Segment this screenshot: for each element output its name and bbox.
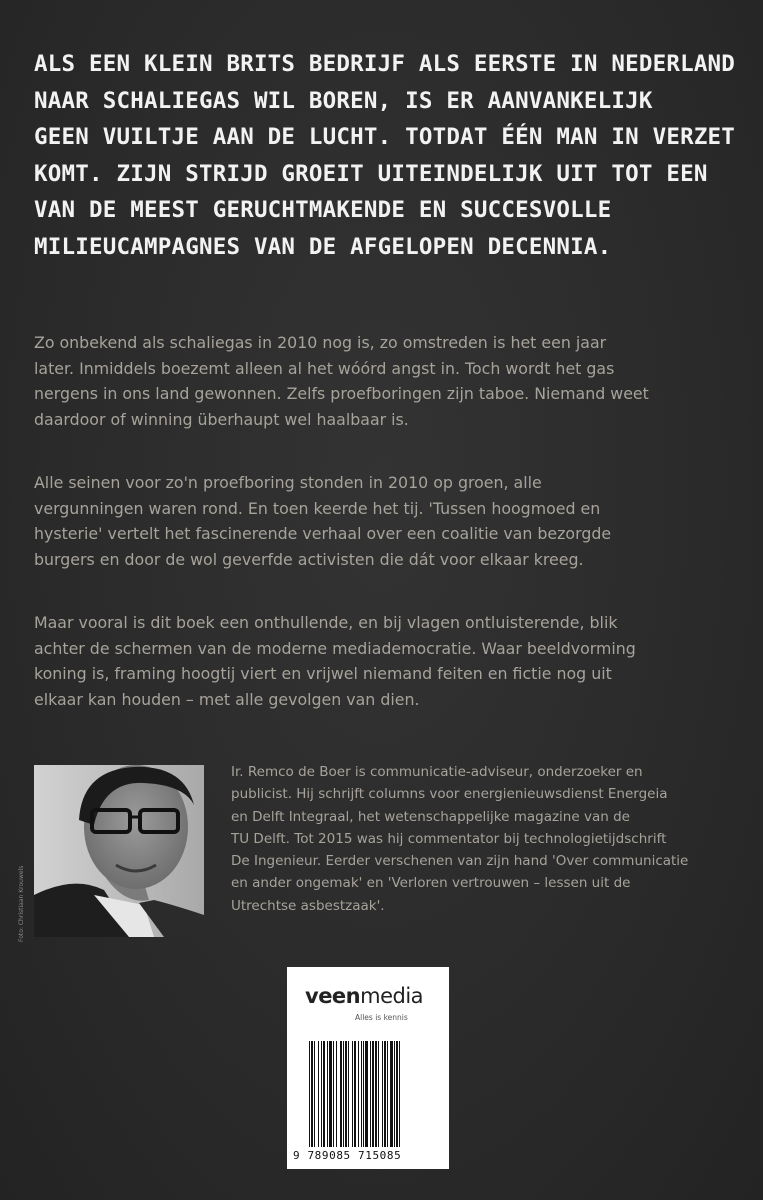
bio-line: en ander ongemak' en 'Verloren vertrouwen – lessen uit de <box>231 875 631 892</box>
logo-bold: veen <box>305 984 361 1008</box>
isbn-number: 9 789085 715085 <box>293 1149 402 1162</box>
barcode-panel <box>287 967 449 1169</box>
blurb-line: Zo onbekend als schaliegas in 2010 nog is, zo omstreden is het een jaar <box>34 333 607 352</box>
author-bio <box>231 761 741 917</box>
photo-credit: Foto: Christiaan Krouwels <box>18 865 25 942</box>
blurb-paragraph-3 <box>34 610 734 712</box>
bio-line: en Delft Integraal, het wetenschappelijke magazine van de <box>231 808 630 825</box>
bio-line: Ir. Remco de Boer is communicatie-adviseur, onderzoeker en <box>231 764 643 780</box>
blurb-paragraph-2 <box>34 470 734 572</box>
headline-line: GEEN VUILTJE AAN DE LUCHT. TOTDAT ÉÉN MAN IN VERZET <box>34 124 736 150</box>
blurb-line: hysterie' vertelt het fascinerende verhaal over een coalitie van bezorgde <box>34 524 612 543</box>
bio-line: De Ingenieur. Eerder verschenen van zijn hand 'Over communicatie <box>231 853 689 870</box>
bio-line: TU Delft. Tot 2015 was hij commentator bij technologietijdschrift <box>231 830 667 847</box>
author-photo <box>34 765 204 937</box>
blurb-line: Alle seinen voor zo'n proefboring stonden in 2010 op groen, alle <box>34 473 542 492</box>
publisher-tagline: Alles is kennis <box>355 1013 408 1022</box>
blurb-line: burgers en door de wol geverfde activisten die dát voor elkaar kreeg. <box>34 549 584 569</box>
headline-line: KOMT. ZIJN STRIJD GROEIT UITEINDELIJK UIT TOT EEN <box>34 160 708 187</box>
blurb-line: daardoor of winning überhaupt wel haalbaar is. <box>34 409 409 429</box>
blurb-paragraph-1 <box>34 330 734 432</box>
blurb-line: elkaar kan houden – met alle gevolgen van dien. <box>34 689 420 709</box>
publisher-logo <box>305 984 423 1008</box>
barcode-icon <box>307 1041 431 1147</box>
headline <box>34 46 734 265</box>
blurb-line: Maar vooral is dit boek een onthullende, en bij vlagen ontluisterende, blik <box>34 613 618 632</box>
bio-line: Utrechtse asbestzaak'. <box>231 897 385 914</box>
bio-line: publicist. Hij schrijft columns voor energienieuwsdienst Energeia <box>231 786 668 803</box>
blurb-line: koning is, framing hoogtij viert en vrijwel niemand feiten en fictie nog uit <box>34 664 612 683</box>
headline-line: MILIEUCAMPAGNES VAN DE AFGELOPEN DECENNIA. <box>34 233 612 260</box>
blurb-line: nergens in ons land gewonnen. Zelfs proefboringen zijn taboe. Niemand weet <box>34 384 649 403</box>
headline-line: NAAR SCHALIEGAS WIL BOREN, IS ER AANVANKELIJK <box>34 87 653 114</box>
headline-line: ALS EEN KLEIN BRITS BEDRIJF ALS EERSTE IN NEDERLAND <box>34 51 736 77</box>
logo-regular: media <box>360 984 424 1008</box>
blurb-line: vergunningen waren rond. En toen keerde het tij. 'Tussen hoogmoed en <box>34 498 601 518</box>
headline-line: VAN DE MEEST GERUCHTMAKENDE EN SUCCESVOLLE <box>34 197 612 223</box>
blurb-line: later. Inmiddels boezemt alleen al het wóórd angst in. Toch wordt het gas <box>34 358 615 378</box>
blurb-line: achter de schermen van de moderne mediademocratie. Waar beeldvorming <box>34 638 636 658</box>
